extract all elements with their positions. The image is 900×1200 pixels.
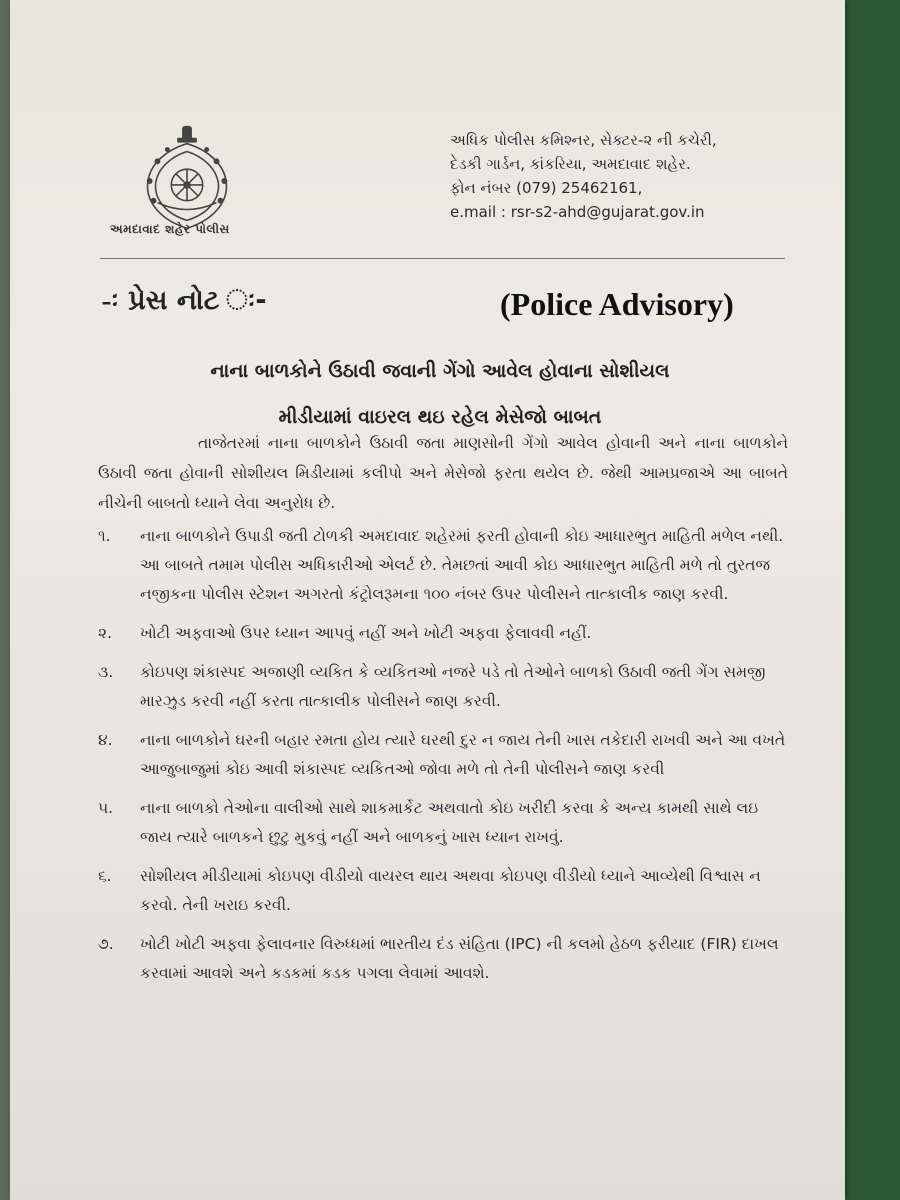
item-number: ૬. (98, 867, 112, 885)
list-item (98, 930, 788, 988)
header-divider (100, 258, 785, 259)
office-address (450, 128, 840, 224)
item-text: નાના બાળકોને ઘરની બહાર રમતા હોય ત્યારે ઘરથી દુર ન જાય તેની ખાસ તકેદારી રાખવી અને આ વખતે આજુબાજુમાં કોઇ આવી શંકાસ્પદ વ્યકિતઓ જોવા મળે તો તેની પોલીસને જાણ કરવી (140, 731, 786, 778)
subject-line: મીડીયામાં વાઇરલ થઇ રહેલ મેસેજો બાબત (278, 406, 602, 428)
list-item (98, 862, 788, 920)
item-number: ૫. (98, 799, 114, 817)
list-item (98, 619, 788, 648)
item-text: ખોટી અફવાઓ ઉપર ધ્યાન આપવું નહીં અને ખોટી અફવા ફેલાવવી નહીં. (140, 624, 592, 642)
item-number: ૩. (98, 663, 114, 681)
item-number: ૭. (98, 935, 114, 953)
item-text: સોશીયલ મીડીયામાં કોઇપણ વીડીયો વાયરલ થાય અથવા કોઇપણ વીડીયો ધ્યાને આવ્યેથી વિશ્વાસ ન કરવો. તેની ખરાઇ કરવી. (140, 867, 761, 914)
intro-text: તાજેતરમાં નાના બાળકોને ઉઠાવી જતા માણસોની ગેંગો આવેલ હોવાની અને નાના બાળકોને ઉઠાવી જતા હોવાની સોશીયલ મિડીયામાં કલીપો અને મેસેજો ફરતા થયેલ છે. જેથી આમપ્રજાએ આ બાબતે નીચેની બાબતો ધ્યાને લેવા અનુરોધ છે. (98, 434, 788, 512)
item-number: ૨. (98, 624, 113, 642)
intro-paragraph (98, 428, 788, 518)
subject-line: નાના બાળકોને ઉઠાવી જવાની ગેંગો આવેલ હોવાના સોશીયલ (210, 360, 670, 382)
list-item (98, 794, 788, 852)
address-line: દેડકી ગાર્ડન, કાંકરિયા, અમદાવાદ શહેર. (450, 155, 691, 173)
item-number: ૪. (98, 731, 113, 749)
address-line: અધિક પોલીસ કમિશ્નર, સેક્ટર-૨ ની કચેરી, (450, 131, 717, 149)
advisory-list (98, 522, 788, 998)
department-name: અમદાવાદ શહેર પોલીસ (110, 222, 230, 236)
list-item (98, 658, 788, 716)
address-line: ફોન નંબર (079) 25462161, (450, 179, 643, 197)
item-text: ખોટી ખોટી અફવા ફેલાવનાર વિરુધ્ધમાં ભારતીય દંડ સંહિતા (IPC) ની કલમો હેઠળ ફરીયાદ (FIR) દાખલ કરવામાં આવશે અને કડકમાં કડક પગલા લેવામાં આવશે. (140, 935, 779, 982)
list-item (98, 522, 788, 609)
item-text: નાના બાળકો તેઓના વાલીઓ સાથે શાકમાર્કેટ અથવાતો કોઇ ખરીદી કરવા કે અન્ય કામથી સાથે લઇ જાય ત્યારે બાળકને છુટુ મુકવું નહીં અને બાળકનું ખાસ ધ્યાન રાખવું. (140, 799, 759, 846)
email-line: e.mail : rsr-s2-ahd@gujarat.gov.in (450, 203, 705, 221)
item-text: નાના બાળકોને ઉપાડી જતી ટોળકી અમદાવાદ શહેરમાં ફરતી હોવાની કોઇ આધારભુત માહિતી મળેલ નથી. આ બાબતે તમામ પોલીસ અધિકારીઓ એલર્ટ છે. તેમછતાં આવી કોઇ આધારભુત માહિતી મળે તો તુરતજ નજીકના પોલીસ સ્ટેશન અગરતો કંટ્રોલરૂમના ૧૦૦ નંબર ઉપર પોલીસને તાત્કાલીક જાણ કરવી. (140, 527, 784, 603)
item-number: ૧. (98, 527, 111, 545)
document-page (10, 0, 845, 1200)
subject-heading (100, 348, 780, 440)
press-note-heading: -ઃ પ્રેસ નોટ ઃ- (102, 285, 267, 316)
police-advisory-heading: (Police Advisory) (500, 286, 734, 322)
list-item (98, 726, 788, 784)
item-text: કોઇપણ શંકાસ્પદ અજાણી વ્યકિત કે વ્યકિતઓ નજરે પડે તો તેઓને બાળકો ઉઠાવી જતી ગેંગ સમજી મારઝુડ કરવી નહીં કરતા તાત્કાલીક પોલીસને જાણ કરવી. (140, 663, 766, 710)
